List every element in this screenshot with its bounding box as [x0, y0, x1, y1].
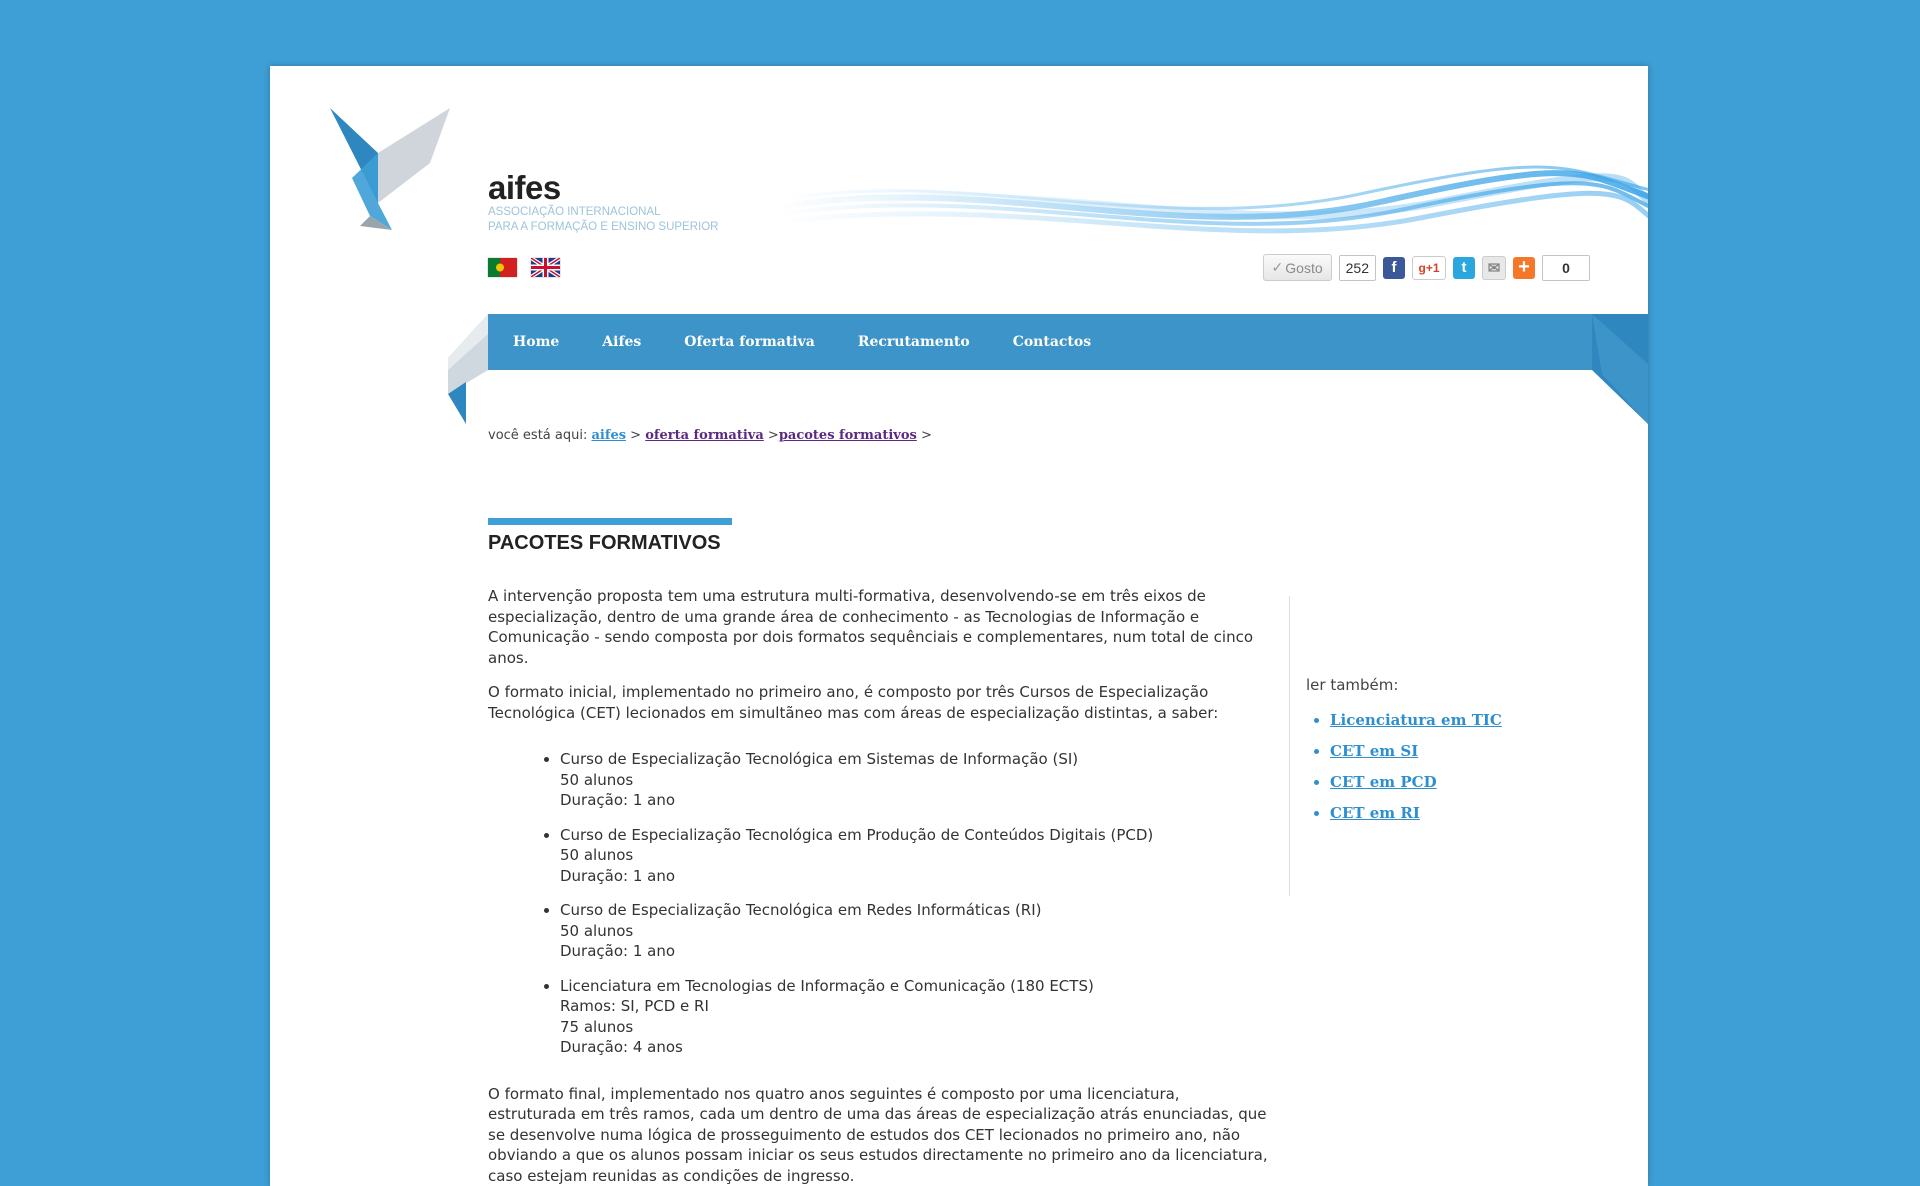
share-count: 0 — [1542, 255, 1590, 281]
breadcrumb-separator: > — [768, 428, 779, 443]
course-list — [488, 749, 1268, 1058]
nav-item-aifes[interactable]: Aifes — [602, 334, 641, 350]
language-selector — [488, 258, 560, 277]
course-name: • Licenciatura em Tecnologias de Informação e Comunicação (180 ECTS) — [560, 976, 1268, 997]
related-sidebar — [1289, 596, 1590, 896]
list-item — [560, 900, 1268, 962]
course-duration: Duração: 1 ano — [560, 866, 1268, 887]
sidebar-link-cet-pcd[interactable]: CET em PCD — [1330, 773, 1437, 791]
final-paragraph: O formato final, implementado nos quatro anos seguintes é composto por uma licenciatura, estruturada em três ramos, cada um dentro de uma das áreas de especialização atrás enunciadas, que se desenvolve numa lógica de prosseguimento de estudos dos CET lecionados no primeiro ano, não obviando a que os alunos possam iniciar os seus estudos directamente no primeiro ano da licenciatura, caso estejam reunidas as condições de ingresso. — [488, 1084, 1268, 1186]
course-name: • Curso de Especialização Tecnológica em Redes Informáticas (RI) — [560, 900, 1268, 921]
list-item — [1330, 711, 1502, 729]
sidebar-link-cet-ri[interactable]: CET em RI — [1330, 804, 1420, 822]
breadcrumb-separator: > — [921, 428, 932, 443]
intro-paragraph: O formato inicial, implementado no primeiro ano, é composto por três Cursos de Especialização Tecnológica (CET) lecionados em simultãneo mas com áreas de especialização distintas, a saber: — [488, 682, 1268, 723]
course-students: 75 alunos — [560, 1017, 1268, 1038]
brand-tagline-line1: ASSOCIAÇÃO INTERNACIONAL — [488, 205, 718, 220]
course-duration: Duração: 4 anos — [560, 1037, 1268, 1058]
main-navigation — [488, 314, 1648, 370]
like-count: 252 — [1339, 255, 1376, 281]
related-links-list — [1306, 711, 1502, 835]
main-content — [488, 586, 1268, 1186]
title-accent-bar — [488, 518, 732, 525]
like-label: Gosto — [1285, 260, 1322, 276]
breadcrumb — [488, 428, 932, 443]
breadcrumb-link-aifes[interactable]: aifes — [591, 428, 626, 443]
course-name: • Curso de Especialização Tecnológica em Sistemas de Informação (SI) — [560, 749, 1268, 770]
course-students: 50 alunos — [560, 770, 1268, 791]
addthis-plus-icon[interactable]: + — [1513, 257, 1535, 279]
list-item — [560, 749, 1268, 811]
nav-item-contactos[interactable]: Contactos — [1013, 334, 1091, 350]
course-duration: Duração: 1 ano — [560, 941, 1268, 962]
brand-tagline-line2: PARA A FORMAÇÃO E ENSINO SUPERIOR — [488, 220, 718, 235]
nav-ribbon-right-decoration — [1592, 314, 1648, 424]
nav-ribbon-left-decoration — [448, 314, 490, 424]
page-title: PACOTES FORMATIVOS — [488, 532, 721, 555]
email-icon[interactable]: ✉ — [1482, 256, 1506, 280]
course-students: 50 alunos — [560, 921, 1268, 942]
like-button[interactable] — [1263, 254, 1332, 281]
sidebar-link-cet-si[interactable]: CET em SI — [1330, 742, 1418, 760]
breadcrumb-separator: > — [630, 428, 641, 443]
sidebar-title: ler também: — [1306, 676, 1398, 694]
breadcrumb-prefix: você está aqui: — [488, 428, 587, 443]
facebook-icon[interactable]: f — [1383, 257, 1405, 279]
flag-portugal-icon[interactable] — [488, 258, 517, 277]
social-share-bar — [1263, 254, 1590, 281]
course-branches: Ramos: SI, PCD e RI — [560, 996, 1268, 1017]
aifes-logo-icon[interactable] — [330, 108, 450, 238]
brand-block[interactable] — [488, 171, 718, 235]
nav-item-oferta-formativa[interactable]: Oferta formativa — [684, 334, 815, 350]
google-plus-one-icon[interactable]: g+1 — [1412, 256, 1446, 280]
nav-item-recrutamento[interactable]: Recrutamento — [858, 334, 970, 350]
breadcrumb-link-pacotes-formativos[interactable]: pacotes formativos — [779, 428, 917, 443]
list-item — [1330, 773, 1502, 791]
list-item — [560, 825, 1268, 887]
page-container — [270, 66, 1648, 1186]
course-students: 50 alunos — [560, 845, 1268, 866]
brand-name: aifes — [488, 171, 718, 205]
list-item — [1330, 742, 1502, 760]
course-duration: Duração: 1 ano — [560, 790, 1268, 811]
list-item — [560, 976, 1268, 1058]
intro-paragraph: A intervenção proposta tem uma estrutura multi-formativa, desenvolvendo-se em três eixos de especialização, dentro de uma grande área de conhecimento - as Tecnologias de Informação e Comunicação - sendo composta por dois formatos sequênciais e complementares, num total de cinco anos. — [488, 586, 1268, 668]
breadcrumb-link-oferta-formativa[interactable]: oferta formativa — [645, 428, 764, 443]
course-name: • Curso de Especialização Tecnológica em Produção de Conteúdos Digitais (PCD) — [560, 825, 1268, 846]
list-item — [1330, 804, 1502, 822]
header-wave-graphic — [780, 152, 1648, 262]
sidebar-link-licenciatura-tic[interactable]: Licenciatura em TIC — [1330, 711, 1502, 729]
checkmark-icon: ✓ — [1272, 259, 1284, 276]
flag-united-kingdom-icon[interactable] — [531, 258, 560, 277]
twitter-icon[interactable]: t — [1453, 257, 1475, 279]
nav-item-home[interactable]: Home — [513, 334, 559, 350]
